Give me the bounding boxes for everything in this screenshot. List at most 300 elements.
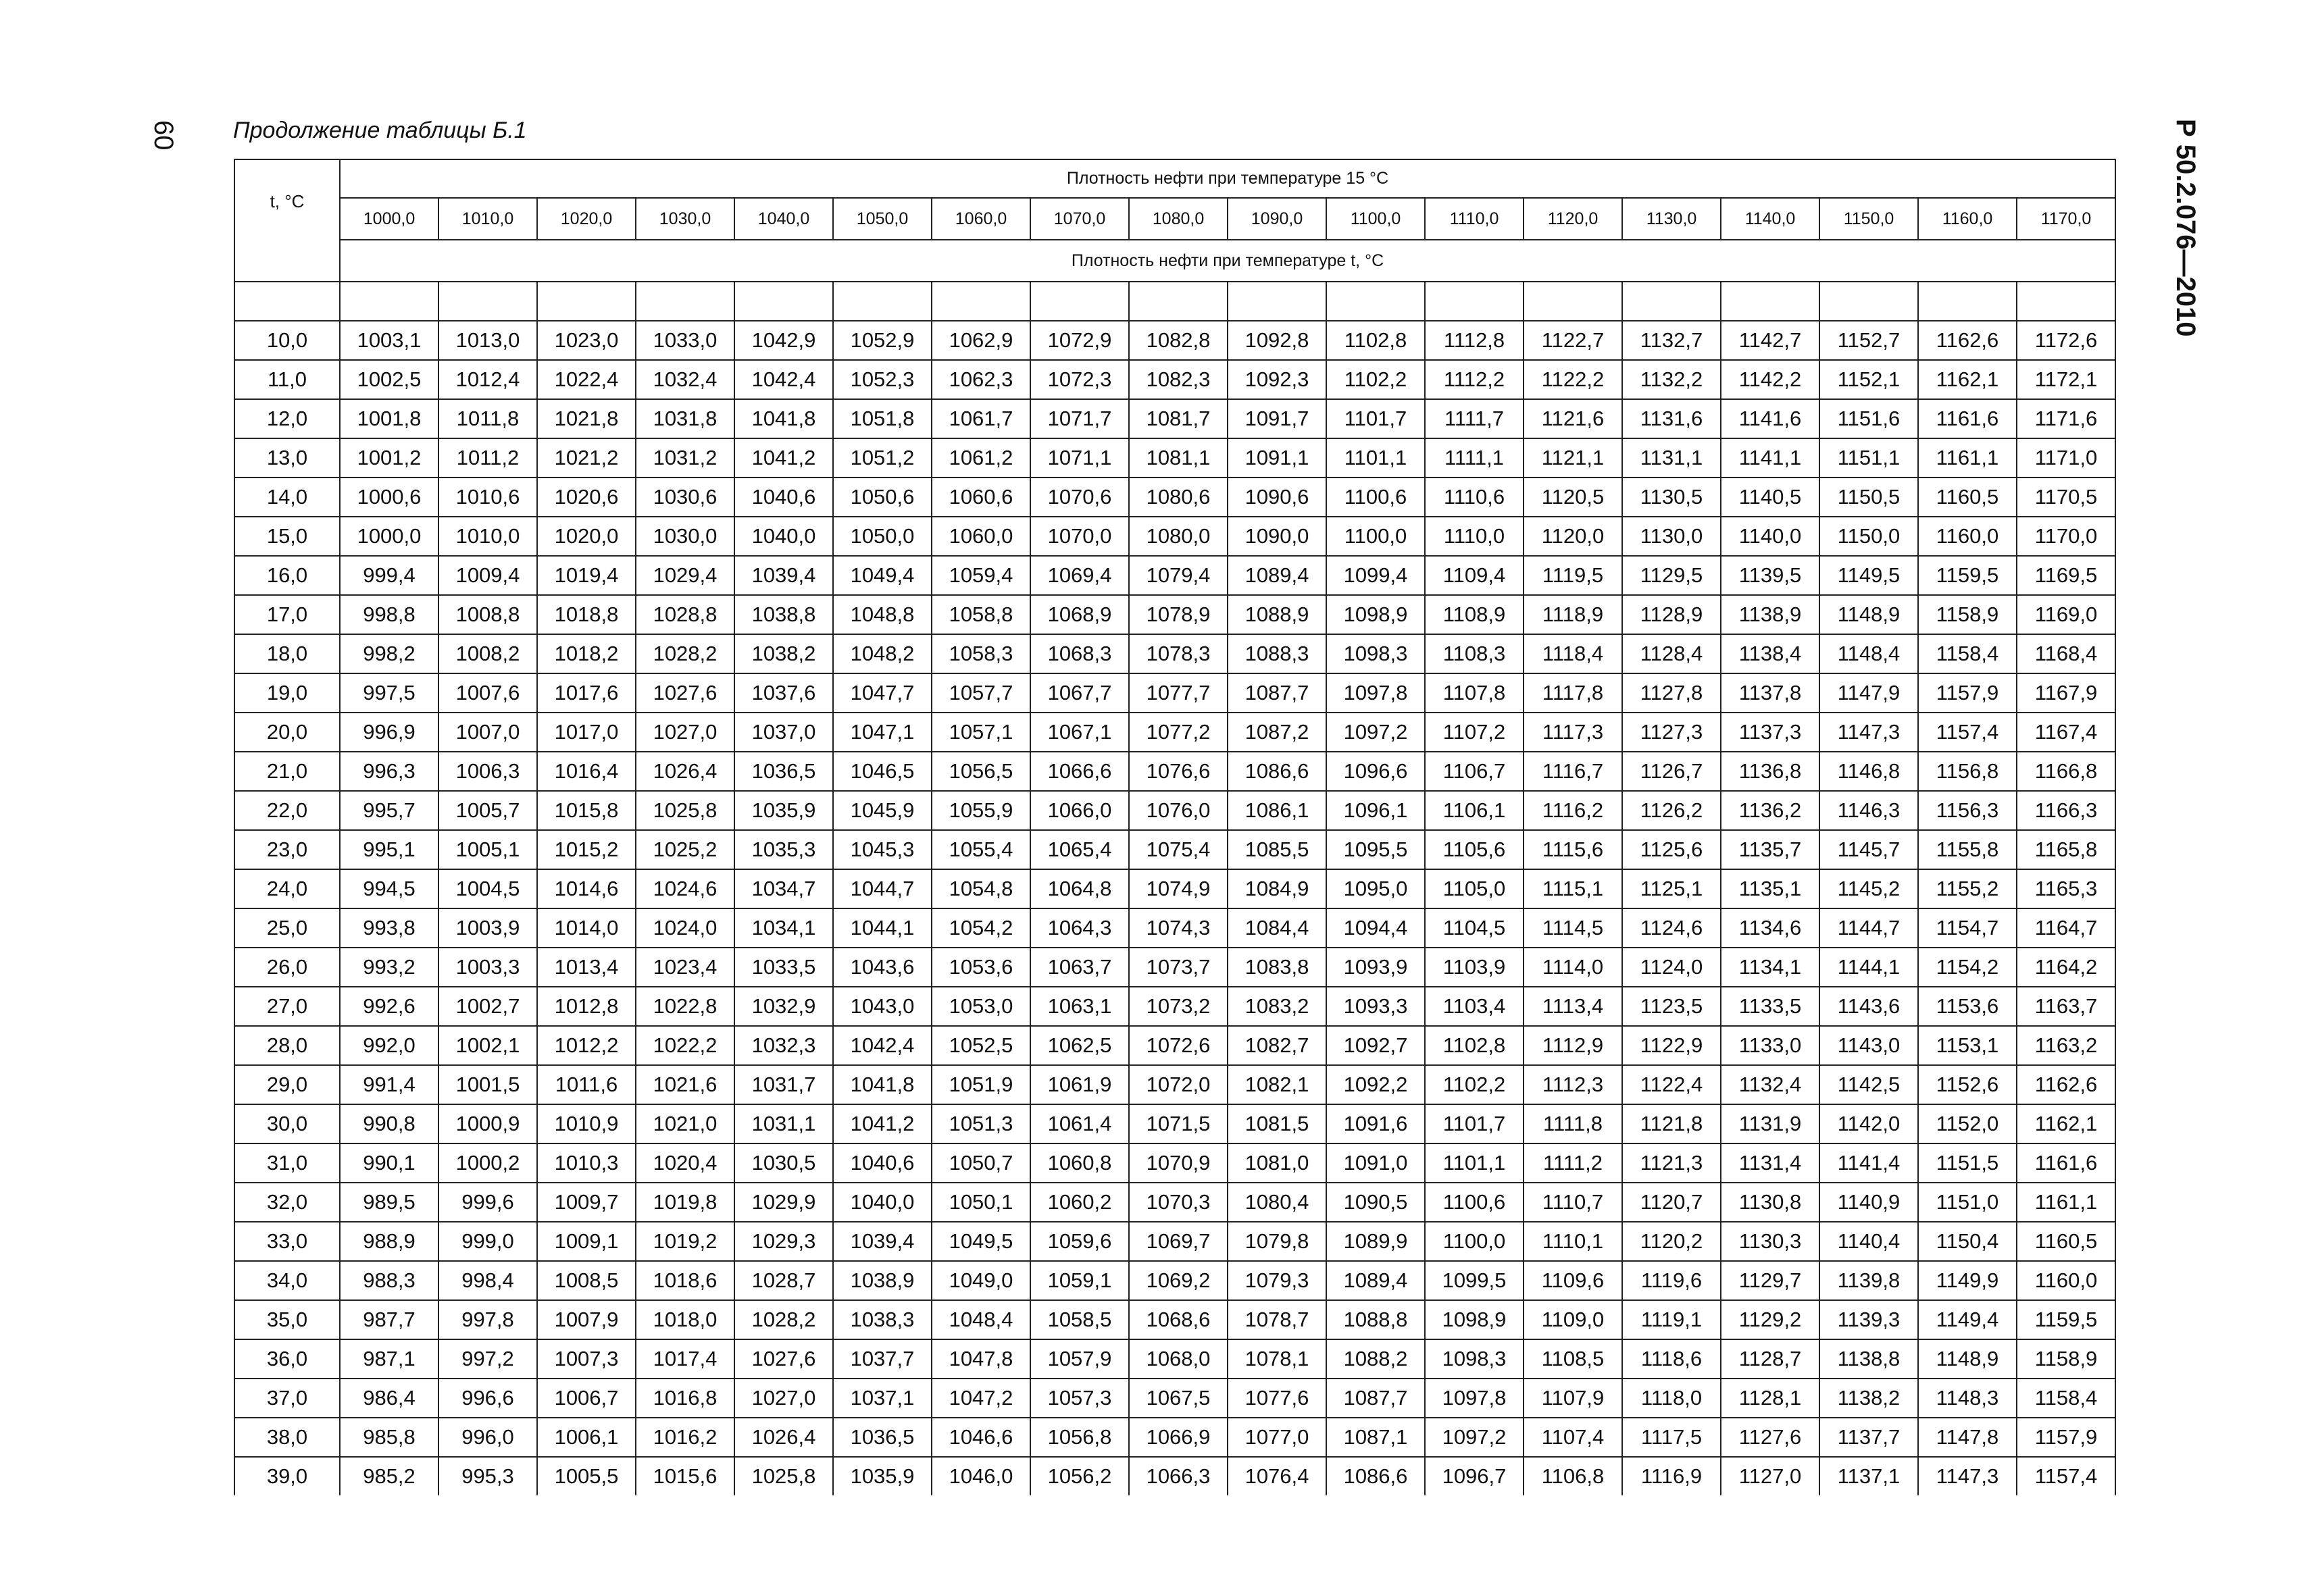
density-cell: 1117,5 [1622, 1418, 1721, 1457]
density-cell: 1013,0 [438, 321, 537, 360]
density-cell: 1147,3 [1918, 1457, 2017, 1495]
density-cell: 1152,0 [1918, 1104, 2017, 1143]
density-cell: 1083,8 [1228, 948, 1326, 987]
density-cell: 1069,4 [1030, 556, 1129, 595]
density-cell: 1057,3 [1030, 1379, 1129, 1418]
density-cell: 1129,7 [1721, 1261, 1819, 1300]
density-cell: 1033,0 [636, 321, 734, 360]
density-cell: 1161,6 [1918, 399, 2017, 438]
density-cell: 1072,9 [1030, 321, 1129, 360]
density-cell: 1069,7 [1129, 1222, 1228, 1261]
density-cell: 1093,9 [1326, 948, 1425, 987]
density-cell: 1037,0 [734, 713, 833, 752]
density-cell: 1047,2 [932, 1379, 1030, 1418]
density-cell: 1138,2 [1819, 1379, 1918, 1418]
density-cell: 1047,1 [833, 713, 932, 752]
spacer-cell [1326, 282, 1425, 321]
density-cell: 1117,3 [1524, 713, 1622, 752]
density-cell: 1056,8 [1030, 1418, 1129, 1457]
density-cell: 1003,1 [340, 321, 438, 360]
density-cell: 1156,8 [1918, 752, 2017, 791]
density-cell: 1096,6 [1326, 752, 1425, 791]
density-cell: 1113,4 [1524, 987, 1622, 1026]
density-cell: 1151,1 [1819, 438, 1918, 478]
density-cell: 1073,2 [1129, 987, 1228, 1026]
density-cell: 1060,2 [1030, 1183, 1129, 1222]
density-cell: 1080,0 [1129, 517, 1228, 556]
density-cell: 1062,3 [932, 360, 1030, 399]
density-cell: 1060,0 [932, 517, 1030, 556]
density-cell: 1102,2 [1425, 1065, 1524, 1104]
density-cell: 1108,5 [1524, 1339, 1622, 1379]
density-cell: 1075,4 [1129, 830, 1228, 869]
table-caption: Продолжение таблицы Б.1 [233, 118, 527, 143]
density-cell: 1096,7 [1425, 1457, 1524, 1495]
density-cell: 1038,3 [833, 1300, 932, 1339]
density-cell: 1082,8 [1129, 321, 1228, 360]
table-row [234, 478, 2115, 517]
density-cell: 1032,4 [636, 360, 734, 399]
density-cell: 1081,5 [1228, 1104, 1326, 1143]
density-cell: 1066,0 [1030, 791, 1129, 830]
table-row [234, 1026, 2115, 1065]
density-cell: 1004,5 [438, 869, 537, 908]
density-cell: 1112,9 [1524, 1026, 1622, 1065]
density-cell: 1158,9 [1918, 595, 2017, 634]
density-cell: 998,8 [340, 595, 438, 634]
density-cell: 1112,8 [1425, 321, 1524, 360]
density-cell: 1149,4 [1918, 1300, 2017, 1339]
table-row [234, 1339, 2115, 1379]
density-cell: 1088,2 [1326, 1339, 1425, 1379]
density-cell: 1068,6 [1129, 1300, 1228, 1339]
density-cell: 1095,5 [1326, 830, 1425, 869]
density-cell: 1172,1 [2017, 360, 2115, 399]
density-cell: 1042,4 [833, 1026, 932, 1065]
density-cell: 1101,7 [1326, 399, 1425, 438]
density-cell: 1022,8 [636, 987, 734, 1026]
density-cell: 1169,0 [2017, 595, 2115, 634]
temperature-cell: 29,0 [234, 1065, 340, 1104]
density-cell: 1124,6 [1622, 908, 1721, 948]
density-cell: 1027,6 [734, 1339, 833, 1379]
density-cell: 1088,3 [1228, 634, 1326, 673]
density-cell: 1035,9 [734, 791, 833, 830]
density-cell: 1072,3 [1030, 360, 1129, 399]
density-cell: 1041,2 [833, 1104, 932, 1143]
column-header: 1080,0 [1129, 198, 1228, 240]
density-cell: 1010,6 [438, 478, 537, 517]
density-cell: 1040,0 [833, 1183, 932, 1222]
density-cell: 1050,7 [932, 1143, 1030, 1183]
density-cell: 1018,8 [537, 595, 636, 634]
density-cell: 1091,0 [1326, 1143, 1425, 1183]
density-cell: 1032,9 [734, 987, 833, 1026]
table-row [234, 360, 2115, 399]
density-cell: 1039,4 [833, 1222, 932, 1261]
density-cell: 1092,8 [1228, 321, 1326, 360]
column-header: 1060,0 [932, 198, 1030, 240]
table-row [234, 1418, 2115, 1457]
density-cell: 1014,6 [537, 869, 636, 908]
density-cell: 1160,5 [1918, 478, 2017, 517]
density-cell: 1108,9 [1425, 595, 1524, 634]
spacer-cell [234, 282, 340, 321]
density-cell: 1069,2 [1129, 1261, 1228, 1300]
density-cell: 1137,3 [1721, 713, 1819, 752]
density-cell: 1171,0 [2017, 438, 2115, 478]
density-cell: 1059,6 [1030, 1222, 1129, 1261]
density-cell: 1046,0 [932, 1457, 1030, 1495]
column-header: 1140,0 [1721, 198, 1819, 240]
density-cell: 1047,7 [833, 673, 932, 713]
density-cell: 1041,2 [734, 438, 833, 478]
density-cell: 1118,6 [1622, 1339, 1721, 1379]
density-cell: 1089,4 [1326, 1261, 1425, 1300]
density-cell: 1099,4 [1326, 556, 1425, 595]
density-cell: 1156,3 [1918, 791, 2017, 830]
density-cell: 1041,8 [734, 399, 833, 438]
density-cell: 1053,0 [932, 987, 1030, 1026]
density-cell: 1097,2 [1326, 713, 1425, 752]
density-cell: 1016,2 [636, 1418, 734, 1457]
table-row [234, 948, 2115, 987]
density-cell: 1149,9 [1918, 1261, 2017, 1300]
density-cell: 1119,1 [1622, 1300, 1721, 1339]
density-cell: 1142,5 [1819, 1065, 1918, 1104]
density-cell: 1072,0 [1129, 1065, 1228, 1104]
density-cell: 1121,1 [1524, 438, 1622, 478]
density-cell: 1150,4 [1918, 1222, 2017, 1261]
density-cell: 1071,7 [1030, 399, 1129, 438]
density-cell: 1129,5 [1622, 556, 1721, 595]
density-cell: 1021,0 [636, 1104, 734, 1143]
temperature-cell: 14,0 [234, 478, 340, 517]
density-cell: 1017,0 [537, 713, 636, 752]
spacer-cell [1819, 282, 1918, 321]
temperature-cell: 28,0 [234, 1026, 340, 1065]
density-cell: 1078,9 [1129, 595, 1228, 634]
density-cell: 1130,5 [1622, 478, 1721, 517]
density-cell: 1021,2 [537, 438, 636, 478]
density-cell: 1080,4 [1228, 1183, 1326, 1222]
spacer-cell [537, 282, 636, 321]
density-cell: 999,0 [438, 1222, 537, 1261]
density-cell: 1052,5 [932, 1026, 1030, 1065]
density-cell: 1045,3 [833, 830, 932, 869]
density-cell: 1154,7 [1918, 908, 2017, 948]
density-cell: 1110,1 [1524, 1222, 1622, 1261]
density-cell: 1122,4 [1622, 1065, 1721, 1104]
density-cell: 1128,1 [1721, 1379, 1819, 1418]
density-cell: 1132,4 [1721, 1065, 1819, 1104]
density-cell: 1057,9 [1030, 1339, 1129, 1379]
density-cell: 1147,9 [1819, 673, 1918, 713]
table-row [234, 1104, 2115, 1143]
density-cell: 1150,0 [1819, 517, 1918, 556]
temperature-cell: 36,0 [234, 1339, 340, 1379]
density-cell: 1097,8 [1326, 673, 1425, 713]
column-header-row [234, 198, 2115, 240]
density-cell: 1009,1 [537, 1222, 636, 1261]
density-cell: 1157,9 [1918, 673, 2017, 713]
density-cell: 1088,8 [1326, 1300, 1425, 1339]
density-cell: 1036,5 [833, 1418, 932, 1457]
density-cell: 1061,7 [932, 399, 1030, 438]
density-cell: 1097,2 [1425, 1418, 1524, 1457]
density-cell: 1102,8 [1425, 1026, 1524, 1065]
density-cell: 1076,4 [1228, 1457, 1326, 1495]
standard-id: Р 50.2.076—2010 [2171, 119, 2200, 337]
density-cell: 1071,1 [1030, 438, 1129, 478]
density-cell: 1066,9 [1129, 1418, 1228, 1457]
density-cell: 1170,0 [2017, 517, 2115, 556]
density-cell: 1104,5 [1425, 908, 1524, 948]
density-cell: 1012,2 [537, 1026, 636, 1065]
density-cell: 1044,1 [833, 908, 932, 948]
density-cell: 1038,8 [734, 595, 833, 634]
density-cell: 1038,9 [833, 1261, 932, 1300]
density-cell: 986,4 [340, 1379, 438, 1418]
temperature-cell: 31,0 [234, 1143, 340, 1183]
density-cell: 1014,0 [537, 908, 636, 948]
density-cell: 987,7 [340, 1300, 438, 1339]
density-cell: 998,2 [340, 634, 438, 673]
density-cell: 1132,2 [1622, 360, 1721, 399]
density-cell: 1116,2 [1524, 791, 1622, 830]
density-cell: 1131,9 [1721, 1104, 1819, 1143]
density-cell: 1038,2 [734, 634, 833, 673]
density-cell: 997,5 [340, 673, 438, 713]
density-cell: 1058,8 [932, 595, 1030, 634]
column-header: 1090,0 [1228, 198, 1326, 240]
density-cell: 1130,3 [1721, 1222, 1819, 1261]
density-cell: 1031,7 [734, 1065, 833, 1104]
density-cell: 1145,2 [1819, 869, 1918, 908]
density-cell: 1090,5 [1326, 1183, 1425, 1222]
table-row [234, 908, 2115, 948]
density-cell: 1032,3 [734, 1026, 833, 1065]
density-cell: 1015,2 [537, 830, 636, 869]
table-row [234, 1183, 2115, 1222]
density-cell: 1158,9 [2017, 1339, 2115, 1379]
density-cell: 995,3 [438, 1457, 537, 1495]
density-cell: 1117,8 [1524, 673, 1622, 713]
density-cell: 1098,3 [1326, 634, 1425, 673]
density-cell: 985,8 [340, 1418, 438, 1457]
density-cell: 1074,3 [1129, 908, 1228, 948]
density-cell: 1050,0 [833, 517, 932, 556]
density-cell: 1006,1 [537, 1418, 636, 1457]
t-header [234, 159, 340, 282]
density-cell: 1165,3 [2017, 869, 2115, 908]
density-cell: 1061,9 [1030, 1065, 1129, 1104]
density-cell: 1082,3 [1129, 360, 1228, 399]
density-cell: 1133,5 [1721, 987, 1819, 1026]
density-cell: 1131,1 [1622, 438, 1721, 478]
density-cell: 993,8 [340, 908, 438, 948]
density-cell: 1009,4 [438, 556, 537, 595]
table-row [234, 1222, 2115, 1261]
density-cell: 1048,4 [932, 1300, 1030, 1339]
density-cell: 1145,7 [1819, 830, 1918, 869]
density-cell: 1030,0 [636, 517, 734, 556]
density-cell: 1049,5 [932, 1222, 1030, 1261]
density-cell: 1054,2 [932, 908, 1030, 948]
density-cell: 1055,4 [932, 830, 1030, 869]
spacer-row [234, 282, 2115, 321]
density-cell: 1161,6 [2017, 1143, 2115, 1183]
density-cell: 1164,7 [2017, 908, 2115, 948]
density-cell: 1164,2 [2017, 948, 2115, 987]
density-cell: 1002,1 [438, 1026, 537, 1065]
table-row [234, 517, 2115, 556]
column-header: 1010,0 [438, 198, 537, 240]
spacer-cell [1622, 282, 1721, 321]
density-cell: 1068,3 [1030, 634, 1129, 673]
density-cell: 1086,6 [1228, 752, 1326, 791]
density-cell: 1091,1 [1228, 438, 1326, 478]
density-cell: 1148,9 [1918, 1339, 2017, 1379]
density-cell: 1029,3 [734, 1222, 833, 1261]
t-header-label: t, °C [270, 191, 305, 211]
temperature-cell: 10,0 [234, 321, 340, 360]
density-cell: 1027,0 [734, 1379, 833, 1418]
density-cell: 1096,1 [1326, 791, 1425, 830]
density-cell: 1149,5 [1819, 556, 1918, 595]
density-cell: 1148,3 [1918, 1379, 2017, 1418]
density-cell: 1059,1 [1030, 1261, 1129, 1300]
density-cell: 1061,2 [932, 438, 1030, 478]
density-cell: 1064,8 [1030, 869, 1129, 908]
density-cell: 1082,1 [1228, 1065, 1326, 1104]
density-cell: 1063,7 [1030, 948, 1129, 987]
density-cell: 1107,8 [1425, 673, 1524, 713]
density-cell: 1107,2 [1425, 713, 1524, 752]
density-cell: 1049,0 [932, 1261, 1030, 1300]
density-cell: 1115,1 [1524, 869, 1622, 908]
density-cell: 1013,4 [537, 948, 636, 987]
density-cell: 1134,6 [1721, 908, 1819, 948]
density-cell: 1037,7 [833, 1339, 932, 1379]
density-cell: 1081,1 [1129, 438, 1228, 478]
density-cell: 1028,7 [734, 1261, 833, 1300]
density-cell: 1000,2 [438, 1143, 537, 1183]
density-cell: 1124,0 [1622, 948, 1721, 987]
density-cell: 1070,9 [1129, 1143, 1228, 1183]
density-cell: 1150,5 [1819, 478, 1918, 517]
density-cell: 1001,5 [438, 1065, 537, 1104]
spacer-cell [833, 282, 932, 321]
table-row [234, 1379, 2115, 1418]
density-cell: 1020,6 [537, 478, 636, 517]
density-cell: 1167,9 [2017, 673, 2115, 713]
density-cell: 1162,1 [1918, 360, 2017, 399]
density-cell: 1162,1 [2017, 1104, 2115, 1143]
density-cell: 1005,5 [537, 1457, 636, 1495]
density-cell: 1006,7 [537, 1379, 636, 1418]
density-cell: 1122,2 [1524, 360, 1622, 399]
density-cell: 1147,8 [1918, 1418, 2017, 1457]
density-cell: 1037,1 [833, 1379, 932, 1418]
density-cell: 1102,2 [1326, 360, 1425, 399]
density-cell: 1157,4 [1918, 713, 2017, 752]
density-cell: 1159,5 [2017, 1300, 2115, 1339]
density-cell: 1019,8 [636, 1183, 734, 1222]
density-cell: 1053,6 [932, 948, 1030, 987]
density-cell: 1021,6 [636, 1065, 734, 1104]
density-cell: 1114,5 [1524, 908, 1622, 948]
density-cell: 1137,8 [1721, 673, 1819, 713]
density-cell: 1081,0 [1228, 1143, 1326, 1183]
density-cell: 1067,5 [1129, 1379, 1228, 1418]
density-cell: 1110,6 [1425, 478, 1524, 517]
density-cell: 1100,0 [1326, 517, 1425, 556]
density-cell: 1127,8 [1622, 673, 1721, 713]
density-cell: 1000,9 [438, 1104, 537, 1143]
density-cell: 996,0 [438, 1418, 537, 1457]
spacer-cell [2017, 282, 2115, 321]
density-cell: 988,3 [340, 1261, 438, 1300]
density-cell: 1023,0 [537, 321, 636, 360]
density-cell: 1158,4 [2017, 1379, 2115, 1418]
density-cell: 1160,0 [2017, 1261, 2115, 1300]
density-cell: 1160,0 [1918, 517, 2017, 556]
density-cell: 1105,0 [1425, 869, 1524, 908]
density-cell: 1051,8 [833, 399, 932, 438]
density-cell: 1167,4 [2017, 713, 2115, 752]
density-cell: 1118,4 [1524, 634, 1622, 673]
density-cell: 1028,2 [734, 1300, 833, 1339]
density-cell: 996,3 [340, 752, 438, 791]
column-header: 1030,0 [636, 198, 734, 240]
density-cell: 1001,2 [340, 438, 438, 478]
density-cell: 1110,7 [1524, 1183, 1622, 1222]
temperature-cell: 30,0 [234, 1104, 340, 1143]
density-cell: 997,2 [438, 1339, 537, 1379]
density-cell: 1127,3 [1622, 713, 1721, 752]
density-cell: 1031,8 [636, 399, 734, 438]
density-cell: 1070,0 [1030, 517, 1129, 556]
density-cell: 1043,0 [833, 987, 932, 1026]
density-cell: 988,9 [340, 1222, 438, 1261]
density-cell: 1140,4 [1819, 1222, 1918, 1261]
spacer-cell [734, 282, 833, 321]
density-cell: 1087,7 [1228, 673, 1326, 713]
table-row [234, 1065, 2115, 1104]
density-cell: 1064,3 [1030, 908, 1129, 948]
density-cell: 1081,7 [1129, 399, 1228, 438]
density-cell: 1127,0 [1721, 1457, 1819, 1495]
table-row [234, 438, 2115, 478]
density-cell: 1066,6 [1030, 752, 1129, 791]
table-row [234, 1261, 2115, 1300]
density-cell: 1109,0 [1524, 1300, 1622, 1339]
density-cell: 1068,0 [1129, 1339, 1228, 1379]
density-cell: 987,1 [340, 1339, 438, 1379]
temperature-cell: 11,0 [234, 360, 340, 399]
density-cell: 1118,9 [1524, 595, 1622, 634]
density-cell: 1114,0 [1524, 948, 1622, 987]
density-cell: 1137,7 [1819, 1418, 1918, 1457]
density-cell: 1011,8 [438, 399, 537, 438]
density-cell: 1098,9 [1326, 595, 1425, 634]
density-cell: 1050,1 [932, 1183, 1030, 1222]
density-cell: 1086,6 [1326, 1457, 1425, 1495]
density-cell: 1022,4 [537, 360, 636, 399]
density-cell: 1036,5 [734, 752, 833, 791]
density-cell: 1077,7 [1129, 673, 1228, 713]
